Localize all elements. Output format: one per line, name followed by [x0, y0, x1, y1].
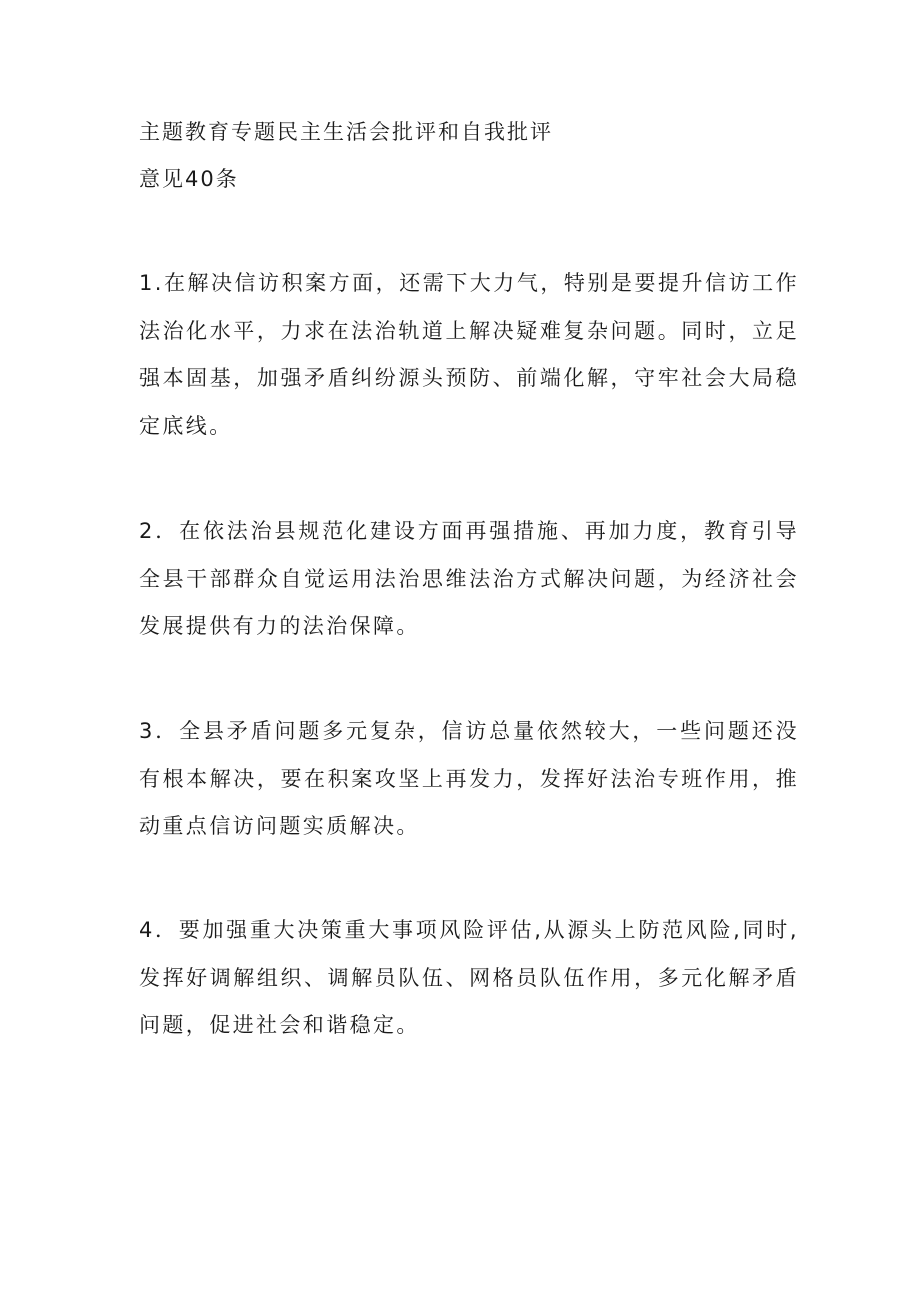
opinion-item-3: 3．全县矛盾问题多元复杂，信访总量依然较大，一些问题还没有根本解决，要在积案攻坚上再发力，发挥好法治专班作用，推动重点信访问题实质解决。 — [139, 719, 799, 838]
opinion-item-1: 1.在解决信访积案方面，还需下大力气，特别是要提升信访工作法治化水平，力求在法治轨道上解决疑难复杂问题。同时，立足强本固基，加强矛盾纠纷源头预防、前端化解，守牢社会大局稳定底线。 — [139, 271, 799, 438]
opinion-item-4: 4．要加强重大决策重大事项风险评估,从源头上防范风险,同时,发挥好调解组织、调解员队伍、网格员队伍作用，多元化解矛盾问题，促进社会和谐稳定。 — [139, 918, 799, 1037]
document-title-line-2: 意见40条 — [139, 167, 239, 191]
document-title-line-1: 主题教育专题民主生活会批评和自我批评 — [139, 120, 553, 144]
opinion-item-2: 2．在依法治县规范化建设方面再强措施、再加力度，教育引导全县干部群众自觉运用法治思维法治方式解决问题，为经济社会发展提供有力的法治保障。 — [139, 519, 799, 638]
